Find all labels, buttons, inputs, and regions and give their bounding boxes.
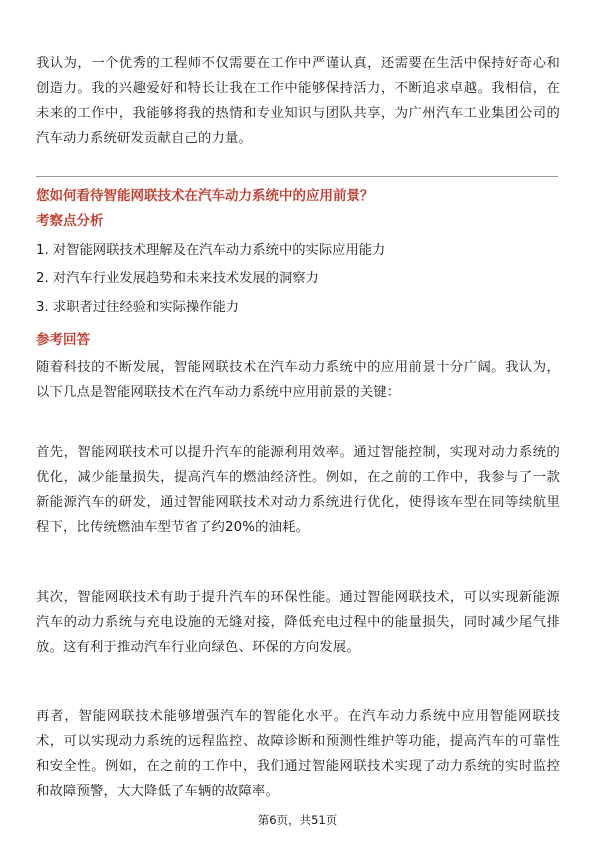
analysis-point: 1. 对智能网联技术理解及在汽车动力系统中的实际应用能力 [36,243,386,258]
answer-label: 参考回答 [36,332,90,348]
answer-paragraph: 其次，智能网联技术有助于提升汽车的环保性能。通过智能网联技术，可以实现新能源汽车的动力系统与充电设施的无缝对接，降低充电过程中的能量损失，同时减少尾气排放。这有利于推动汽车行业向绿色、环保的方向发展。 [36,590,560,655]
intro-paragraph: 我认为，一个优秀的工程师不仅需要在工作中严谨认真，还需要在生活中保持好奇心和创造力。我的兴趣爱好和特长让我在工作中能够保持活力，不断追求卓越。我相信，在未来的工作中，我能够将我的热情和专业知识与团队共享，为广州汽车工业集团公司的汽车动力系统研发贡献自己的力量。 [36,56,560,146]
analysis-point: 3. 求职者过往经验和实际操作能力 [36,300,240,315]
answer-paragraph: 首先，智能网联技术可以提升汽车的能源利用效率。通过智能控制，实现对动力系统的优化，减少能量损失，提高汽车的燃油经济性。例如，在之前的工作中，我参与了一款新能源汽车的研发，通过智能网联技术对动力系统进行优化，使得该车型在同等续航里程下，比传统燃油车型节省了约20%的油耗。 [36,445,560,535]
answer-paragraph: 随着科技的不断发展，智能网联技术在汽车动力系统中的应用前景十分广阔。我认为，以下几点是智能网联技术在汽车动力系统中应用前景的关键： [36,360,560,400]
analysis-label: 考察点分析 [36,213,104,229]
analysis-point: 2. 对汽车行业发展趋势和未来技术发展的洞察力 [36,271,319,286]
page-number: 第6页，共51页 [257,813,338,827]
question-heading: 您如何看待智能网联技术在汽车动力系统中的应用前景？ [36,188,374,204]
section-divider [36,176,558,177]
answer-paragraph: 再者，智能网联技术能够增强汽车的智能化水平。在汽车动力系统中应用智能网联技术，可以实现动力系统的远程监控、故障诊断和预测性维护等功能，提高汽车的可靠性和安全性。例如，在之前的工作中，我们通过智能网联技术实现了动力系统的实时监控和故障预警，大大降低了车辆的故障率。 [36,709,560,799]
